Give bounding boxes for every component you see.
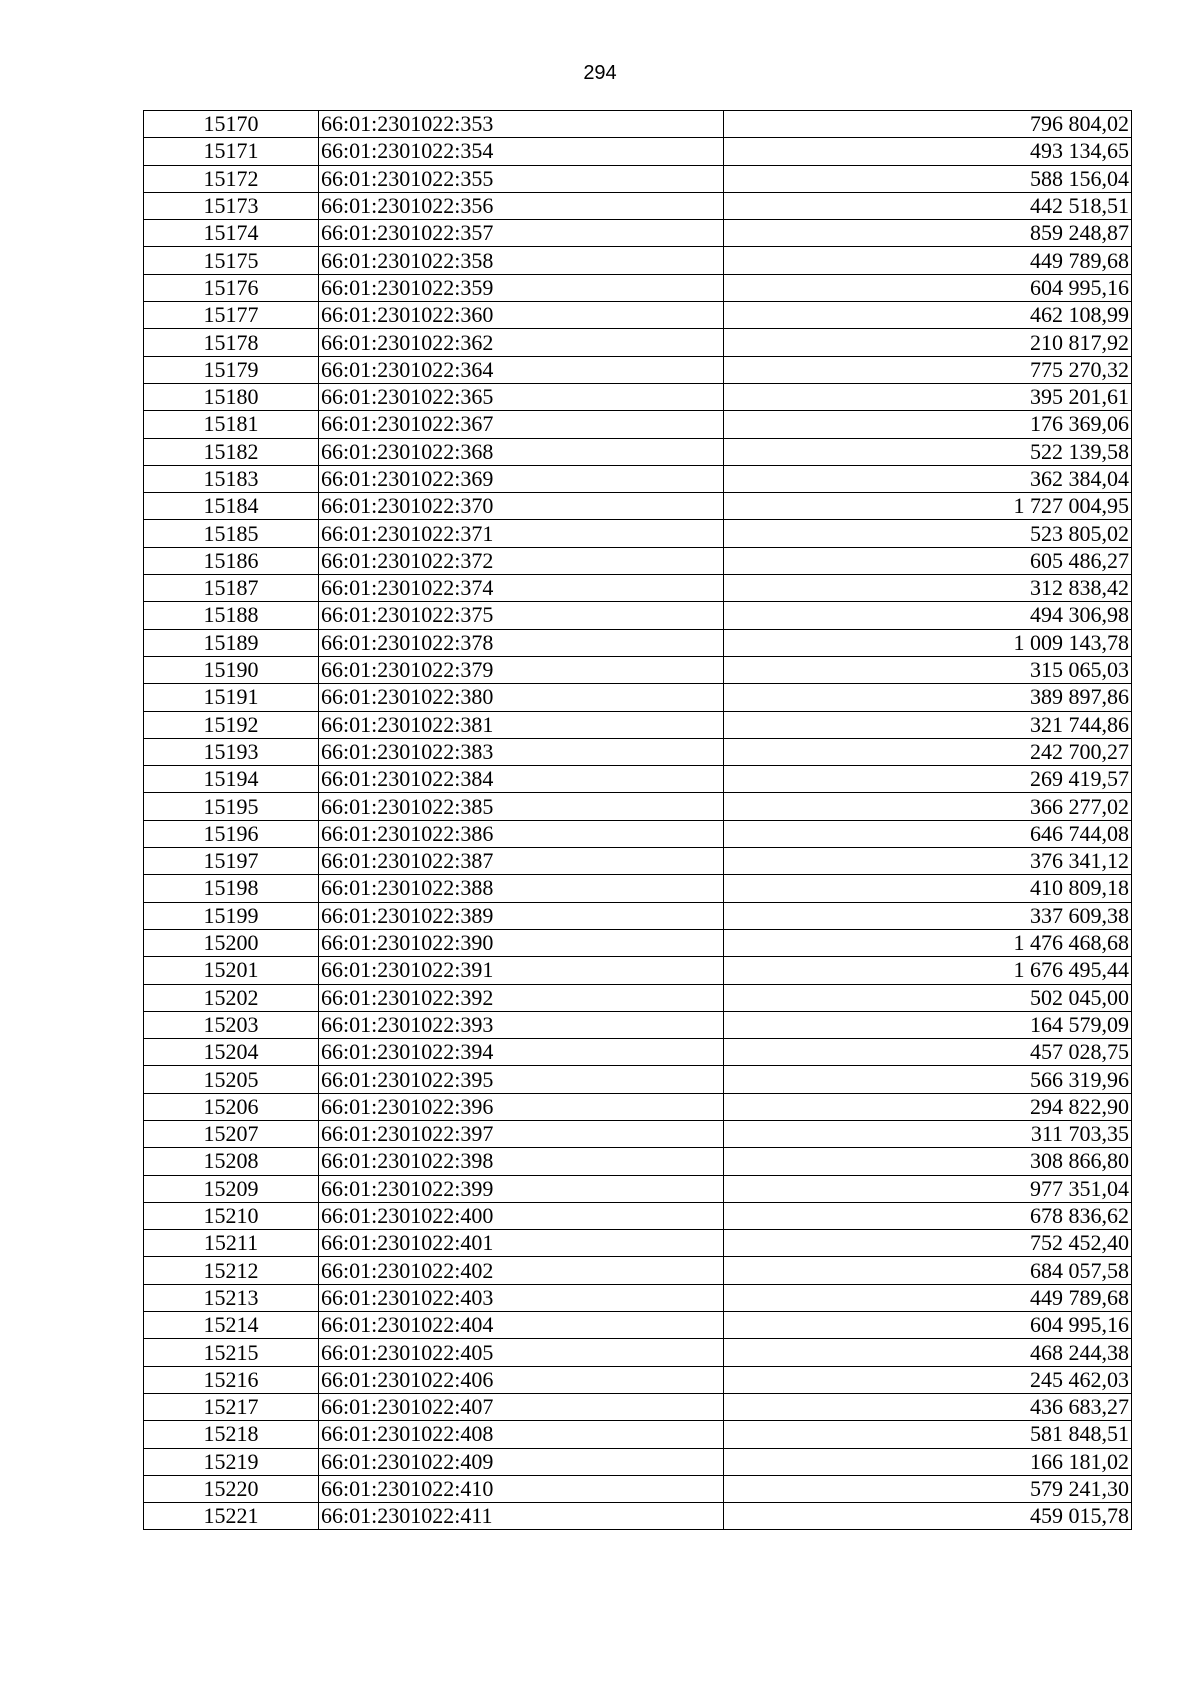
cadastral-value-cell: 1 009 143,78 — [724, 629, 1132, 656]
row-number-cell: 15185 — [144, 520, 319, 547]
table-row — [144, 329, 1132, 356]
table-row — [144, 1448, 1132, 1475]
table-row — [144, 1066, 1132, 1093]
cadastral-number-cell: 66:01:2301022:367 — [319, 411, 724, 438]
row-number-cell: 15200 — [144, 929, 319, 956]
cadastral-value-cell: 1 676 495,44 — [724, 957, 1132, 984]
cadastral-value-cell: 294 822,90 — [724, 1093, 1132, 1120]
table-row — [144, 356, 1132, 383]
cadastral-value-cell: 977 351,04 — [724, 1175, 1132, 1202]
table-row — [144, 302, 1132, 329]
row-number-cell: 15188 — [144, 602, 319, 629]
cadastral-value-cell: 312 838,42 — [724, 575, 1132, 602]
table-row — [144, 220, 1132, 247]
row-number-cell: 15192 — [144, 711, 319, 738]
cadastral-value-cell: 166 181,02 — [724, 1448, 1132, 1475]
cadastral-number-cell: 66:01:2301022:392 — [319, 984, 724, 1011]
cadastral-value-cell: 395 201,61 — [724, 383, 1132, 410]
cadastral-value-cell: 588 156,04 — [724, 165, 1132, 192]
table-row — [144, 1011, 1132, 1038]
table-row — [144, 547, 1132, 574]
cadastral-number-cell: 66:01:2301022:410 — [319, 1475, 724, 1502]
table-row — [144, 1475, 1132, 1502]
table-row — [144, 957, 1132, 984]
cadastral-number-cell: 66:01:2301022:374 — [319, 575, 724, 602]
cadastral-number-cell: 66:01:2301022:369 — [319, 465, 724, 492]
cadastral-number-cell: 66:01:2301022:370 — [319, 493, 724, 520]
cadastral-value-cell: 366 277,02 — [724, 793, 1132, 820]
cadastral-number-cell: 66:01:2301022:407 — [319, 1393, 724, 1420]
table-row — [144, 902, 1132, 929]
table-body — [144, 111, 1132, 1530]
row-number-cell: 15173 — [144, 192, 319, 219]
cadastral-value-cell: 604 995,16 — [724, 274, 1132, 301]
row-number-cell: 15187 — [144, 575, 319, 602]
cadastral-value-cell: 315 065,03 — [724, 656, 1132, 683]
table-row — [144, 1175, 1132, 1202]
cadastral-number-cell: 66:01:2301022:358 — [319, 247, 724, 274]
row-number-cell: 15191 — [144, 684, 319, 711]
cadastral-number-cell: 66:01:2301022:388 — [319, 875, 724, 902]
cadastral-number-cell: 66:01:2301022:399 — [319, 1175, 724, 1202]
cadastral-value-cell: 604 995,16 — [724, 1312, 1132, 1339]
cadastral-value-cell: 457 028,75 — [724, 1039, 1132, 1066]
cadastral-value-cell: 646 744,08 — [724, 820, 1132, 847]
cadastral-number-cell: 66:01:2301022:383 — [319, 738, 724, 765]
row-number-cell: 15170 — [144, 111, 319, 138]
cadastral-number-cell: 66:01:2301022:379 — [319, 656, 724, 683]
row-number-cell: 15189 — [144, 629, 319, 656]
cadastral-number-cell: 66:01:2301022:375 — [319, 602, 724, 629]
row-number-cell: 15219 — [144, 1448, 319, 1475]
row-number-cell: 15213 — [144, 1284, 319, 1311]
row-number-cell: 15183 — [144, 465, 319, 492]
cadastral-number-cell: 66:01:2301022:398 — [319, 1148, 724, 1175]
cadastral-value-cell: 566 319,96 — [724, 1066, 1132, 1093]
cadastral-value-cell: 502 045,00 — [724, 984, 1132, 1011]
cadastral-number-cell: 66:01:2301022:384 — [319, 766, 724, 793]
row-number-cell: 15215 — [144, 1339, 319, 1366]
cadastral-value-cell: 410 809,18 — [724, 875, 1132, 902]
row-number-cell: 15199 — [144, 902, 319, 929]
row-number-cell: 15176 — [144, 274, 319, 301]
row-number-cell: 15182 — [144, 438, 319, 465]
table-row — [144, 684, 1132, 711]
row-number-cell: 15221 — [144, 1503, 319, 1530]
cadastral-number-cell: 66:01:2301022:403 — [319, 1284, 724, 1311]
table-row — [144, 1366, 1132, 1393]
table-row — [144, 465, 1132, 492]
table-row — [144, 165, 1132, 192]
cadastral-value-cell: 269 419,57 — [724, 766, 1132, 793]
table-row — [144, 1312, 1132, 1339]
cadastral-value-cell: 459 015,78 — [724, 1503, 1132, 1530]
cadastral-number-cell: 66:01:2301022:405 — [319, 1339, 724, 1366]
cadastral-number-cell: 66:01:2301022:387 — [319, 848, 724, 875]
cadastral-number-cell: 66:01:2301022:360 — [319, 302, 724, 329]
cadastral-value-table — [143, 110, 1132, 1530]
cadastral-number-cell: 66:01:2301022:411 — [319, 1503, 724, 1530]
cadastral-number-cell: 66:01:2301022:357 — [319, 220, 724, 247]
cadastral-value-cell: 1 476 468,68 — [724, 929, 1132, 956]
cadastral-number-cell: 66:01:2301022:378 — [319, 629, 724, 656]
row-number-cell: 15202 — [144, 984, 319, 1011]
cadastral-number-cell: 66:01:2301022:400 — [319, 1202, 724, 1229]
cadastral-value-cell: 775 270,32 — [724, 356, 1132, 383]
table-row — [144, 575, 1132, 602]
row-number-cell: 15172 — [144, 165, 319, 192]
row-number-cell: 15214 — [144, 1312, 319, 1339]
cadastral-value-cell: 468 244,38 — [724, 1339, 1132, 1366]
table-row — [144, 383, 1132, 410]
cadastral-number-cell: 66:01:2301022:402 — [319, 1257, 724, 1284]
table-row — [144, 1421, 1132, 1448]
cadastral-number-cell: 66:01:2301022:408 — [319, 1421, 724, 1448]
cadastral-value-cell: 1 727 004,95 — [724, 493, 1132, 520]
cadastral-value-cell: 311 703,35 — [724, 1120, 1132, 1147]
cadastral-value-cell: 581 848,51 — [724, 1421, 1132, 1448]
table-row — [144, 1148, 1132, 1175]
cadastral-value-cell: 752 452,40 — [724, 1230, 1132, 1257]
cadastral-value-cell: 522 139,58 — [724, 438, 1132, 465]
row-number-cell: 15171 — [144, 138, 319, 165]
cadastral-number-cell: 66:01:2301022:380 — [319, 684, 724, 711]
cadastral-number-cell: 66:01:2301022:353 — [319, 111, 724, 138]
cadastral-value-cell: 579 241,30 — [724, 1475, 1132, 1502]
row-number-cell: 15177 — [144, 302, 319, 329]
table-row — [144, 247, 1132, 274]
table-row — [144, 984, 1132, 1011]
cadastral-number-cell: 66:01:2301022:389 — [319, 902, 724, 929]
table-row — [144, 1284, 1132, 1311]
cadastral-number-cell: 66:01:2301022:368 — [319, 438, 724, 465]
cadastral-value-cell: 449 789,68 — [724, 247, 1132, 274]
cadastral-value-cell: 678 836,62 — [724, 1202, 1132, 1229]
row-number-cell: 15193 — [144, 738, 319, 765]
cadastral-number-cell: 66:01:2301022:386 — [319, 820, 724, 847]
row-number-cell: 15220 — [144, 1475, 319, 1502]
table-row — [144, 1339, 1132, 1366]
table-row — [144, 1093, 1132, 1120]
row-number-cell: 15198 — [144, 875, 319, 902]
cadastral-value-cell: 362 384,04 — [724, 465, 1132, 492]
row-number-cell: 15210 — [144, 1202, 319, 1229]
row-number-cell: 15201 — [144, 957, 319, 984]
row-number-cell: 15203 — [144, 1011, 319, 1038]
row-number-cell: 15194 — [144, 766, 319, 793]
table-row — [144, 629, 1132, 656]
table-row — [144, 1120, 1132, 1147]
cadastral-number-cell: 66:01:2301022:395 — [319, 1066, 724, 1093]
row-number-cell: 15178 — [144, 329, 319, 356]
cadastral-number-cell: 66:01:2301022:365 — [319, 383, 724, 410]
cadastral-value-cell: 523 805,02 — [724, 520, 1132, 547]
cadastral-value-cell: 376 341,12 — [724, 848, 1132, 875]
cadastral-number-cell: 66:01:2301022:391 — [319, 957, 724, 984]
table-row — [144, 111, 1132, 138]
cadastral-value-cell: 462 108,99 — [724, 302, 1132, 329]
row-number-cell: 15209 — [144, 1175, 319, 1202]
row-number-cell: 15218 — [144, 1421, 319, 1448]
cadastral-value-cell: 337 609,38 — [724, 902, 1132, 929]
table-row — [144, 411, 1132, 438]
table-row — [144, 1503, 1132, 1530]
row-number-cell: 15174 — [144, 220, 319, 247]
cadastral-value-cell: 449 789,68 — [724, 1284, 1132, 1311]
table-row — [144, 929, 1132, 956]
table-row — [144, 738, 1132, 765]
row-number-cell: 15184 — [144, 493, 319, 520]
cadastral-number-cell: 66:01:2301022:385 — [319, 793, 724, 820]
cadastral-value-cell: 164 579,09 — [724, 1011, 1132, 1038]
row-number-cell: 15211 — [144, 1230, 319, 1257]
cadastral-number-cell: 66:01:2301022:396 — [319, 1093, 724, 1120]
cadastral-number-cell: 66:01:2301022:364 — [319, 356, 724, 383]
row-number-cell: 15217 — [144, 1393, 319, 1420]
cadastral-value-cell: 442 518,51 — [724, 192, 1132, 219]
cadastral-value-cell: 389 897,86 — [724, 684, 1132, 711]
row-number-cell: 15180 — [144, 383, 319, 410]
row-number-cell: 15206 — [144, 1093, 319, 1120]
table-row — [144, 1230, 1132, 1257]
row-number-cell: 15207 — [144, 1120, 319, 1147]
table-row — [144, 848, 1132, 875]
cadastral-number-cell: 66:01:2301022:406 — [319, 1366, 724, 1393]
row-number-cell: 15208 — [144, 1148, 319, 1175]
cadastral-number-cell: 66:01:2301022:371 — [319, 520, 724, 547]
page-number: 294 — [583, 62, 617, 84]
cadastral-value-cell: 605 486,27 — [724, 547, 1132, 574]
cadastral-value-cell: 308 866,80 — [724, 1148, 1132, 1175]
row-number-cell: 15216 — [144, 1366, 319, 1393]
cadastral-value-cell: 321 744,86 — [724, 711, 1132, 738]
row-number-cell: 15175 — [144, 247, 319, 274]
cadastral-number-cell: 66:01:2301022:359 — [319, 274, 724, 301]
row-number-cell: 15196 — [144, 820, 319, 847]
table-row — [144, 820, 1132, 847]
cadastral-number-cell: 66:01:2301022:401 — [319, 1230, 724, 1257]
cadastral-value-cell: 210 817,92 — [724, 329, 1132, 356]
cadastral-value-cell: 494 306,98 — [724, 602, 1132, 629]
cadastral-number-cell: 66:01:2301022:355 — [319, 165, 724, 192]
table-row — [144, 520, 1132, 547]
cadastral-value-cell: 242 700,27 — [724, 738, 1132, 765]
cadastral-value-cell: 493 134,65 — [724, 138, 1132, 165]
row-number-cell: 15181 — [144, 411, 319, 438]
table-row — [144, 875, 1132, 902]
cadastral-number-cell: 66:01:2301022:409 — [319, 1448, 724, 1475]
cadastral-number-cell: 66:01:2301022:372 — [319, 547, 724, 574]
table-row — [144, 711, 1132, 738]
cadastral-number-cell: 66:01:2301022:393 — [319, 1011, 724, 1038]
table-row — [144, 1257, 1132, 1284]
cadastral-number-cell: 66:01:2301022:404 — [319, 1312, 724, 1339]
row-number-cell: 15197 — [144, 848, 319, 875]
cadastral-value-cell: 245 462,03 — [724, 1366, 1132, 1393]
cadastral-number-cell: 66:01:2301022:390 — [319, 929, 724, 956]
cadastral-number-cell: 66:01:2301022:397 — [319, 1120, 724, 1147]
cadastral-number-cell: 66:01:2301022:354 — [319, 138, 724, 165]
table-row — [144, 656, 1132, 683]
table-row — [144, 438, 1132, 465]
cadastral-number-cell: 66:01:2301022:394 — [319, 1039, 724, 1066]
cadastral-number-cell: 66:01:2301022:356 — [319, 192, 724, 219]
table-row — [144, 793, 1132, 820]
cadastral-value-cell: 859 248,87 — [724, 220, 1132, 247]
row-number-cell: 15205 — [144, 1066, 319, 1093]
row-number-cell: 15195 — [144, 793, 319, 820]
cadastral-number-cell: 66:01:2301022:362 — [319, 329, 724, 356]
row-number-cell: 15186 — [144, 547, 319, 574]
table-row — [144, 602, 1132, 629]
table-row — [144, 192, 1132, 219]
table-row — [144, 493, 1132, 520]
cadastral-value-cell: 176 369,06 — [724, 411, 1132, 438]
table-row — [144, 1202, 1132, 1229]
table-row — [144, 274, 1132, 301]
table-row — [144, 766, 1132, 793]
table-row — [144, 138, 1132, 165]
row-number-cell: 15204 — [144, 1039, 319, 1066]
row-number-cell: 15212 — [144, 1257, 319, 1284]
row-number-cell: 15179 — [144, 356, 319, 383]
table-row — [144, 1393, 1132, 1420]
cadastral-value-cell: 796 804,02 — [724, 111, 1132, 138]
cadastral-value-cell: 684 057,58 — [724, 1257, 1132, 1284]
cadastral-number-cell: 66:01:2301022:381 — [319, 711, 724, 738]
table-row — [144, 1039, 1132, 1066]
cadastral-value-cell: 436 683,27 — [724, 1393, 1132, 1420]
row-number-cell: 15190 — [144, 656, 319, 683]
